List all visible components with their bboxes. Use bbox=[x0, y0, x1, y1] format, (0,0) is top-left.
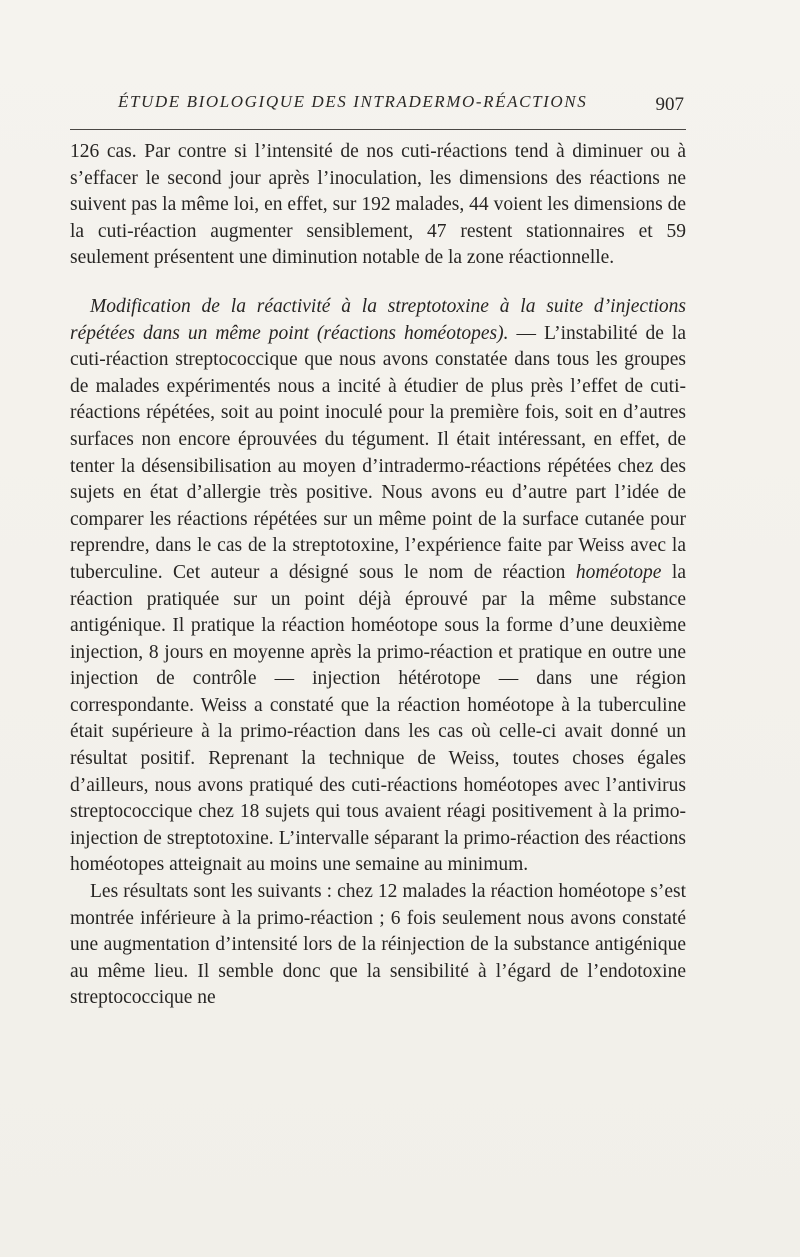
body-text bbox=[70, 139, 686, 1012]
paragraph-text-continued: la réaction pratiquée sur un point déjà éprouvé par la même substance antigénique. Il pratique la réaction homéotope sous la forme d’une deuxième injection, 8 jours en moyenne après la primo-réaction et pratique en outre une injection de contrôle — injection hétérotope — dans une région correspondante. Weiss a constaté que la réaction homéotope à la tuberculine était supérieure à la primo-réaction dans les cas où celle-ci avait donné un résultat positif. Reprenant la technique de Weiss, toutes choses égales d’ailleurs, nous avons pratiqué des cuti-réactions homéotopes avec l’antivirus streptococcique chez 18 sujets qui tous avaient réagi positivement à la primo-injection de streptotoxine. L’intervalle séparant la primo-réaction des réactions homéotopes atteignait au moins une semaine au minimum. bbox=[70, 561, 686, 876]
paragraph-text: — L’instabilité de la cuti-réaction streptococcique que nous avons constatée dans tous les groupes de malades expérimentés nous a incité à étudier de plus près l’effet de cuti-réactions répétées, soit au point inoculé pour la première fois, soit en d’autres surfaces non encore éprouvées du tégument. Il était intéressant, en effet, de tenter la désensibilisation au moyen d’intradermo-réactions répétées chez des sujets en état d’allergie très positive. Nous avons eu d’autre part l’idée de comparer les réactions répétées sur un même point de la surface cutanée pour reprendre, dans le cas de la streptotoxine, l’expérience faite par Weiss avec la tuberculine. Cet auteur a désigné sous le nom de réaction bbox=[70, 322, 687, 583]
paragraph-section bbox=[70, 294, 686, 879]
header-rule bbox=[70, 129, 686, 130]
page-header bbox=[70, 92, 686, 122]
paragraph-continuation: 126 cas. Par contre si l’intensité de nos cuti-réactions tend à diminuer ou à s’effacer le second jour après l’inoculation, les dimensions des réactions ne suivent pas la même loi, en effet, sur 192 malades, 44 voient les dimensions de la cuti-réaction augmenter sensiblement, 47 restent stationnaires et 59 seulement présentent une diminution notable de la zone réactionnelle. bbox=[70, 141, 686, 269]
running-title: ÉTUDE BIOLOGIQUE DES INTRADERMO-RÉACTIONS bbox=[118, 92, 588, 111]
page-number: 907 bbox=[655, 94, 684, 115]
emphasized-term: homéotope bbox=[575, 561, 662, 583]
section-subheading: Modification de la réactivité à la streptotoxine à la suite d’injections répétées dans un même point (réactions homéotopes). bbox=[70, 295, 686, 344]
paragraph-results: Les résultats sont les suivants : chez 12 malades la réaction homéotope s’est montrée inférieure à la primo-réaction ; 6 fois seulement nous avons constaté une augmentation d’intensité lors de la réinjection de la substance antigénique au même lieu. Il semble donc que la sensibilité à l’égard de l’endotoxine streptococcique ne bbox=[70, 881, 686, 1009]
